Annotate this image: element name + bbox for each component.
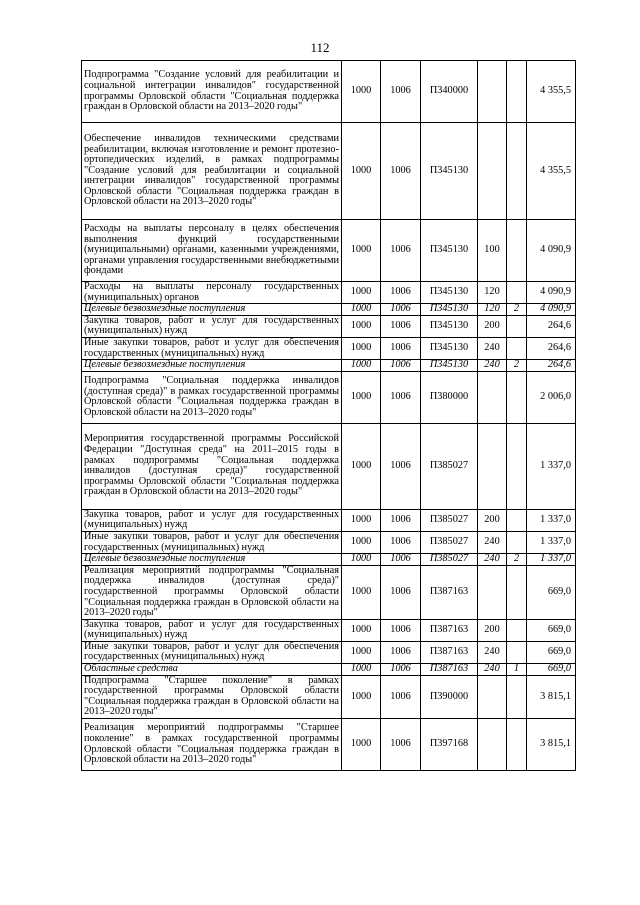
row-amount: 669,0 (527, 664, 576, 676)
table-row (82, 554, 576, 566)
table-row (82, 423, 576, 509)
row-description: Областные средства (82, 664, 342, 676)
row-amount: 4 090,9 (527, 282, 576, 304)
table-row (82, 360, 576, 372)
row-target-code: П345130 (421, 220, 478, 282)
row-target-code: П390000 (421, 675, 478, 718)
row-expense-type: 200 (478, 619, 507, 641)
row-target-code: П345130 (421, 123, 478, 220)
row-section-code: 1000 (342, 423, 381, 509)
table-row (82, 220, 576, 282)
row-funding-source: 1 (507, 664, 527, 676)
table-row (82, 315, 576, 337)
row-funding-source (507, 619, 527, 641)
row-funding-source: 2 (507, 360, 527, 372)
table-row (82, 61, 576, 123)
row-description: Целевые безвозмездные поступления (82, 554, 342, 566)
row-target-code: П397168 (421, 719, 478, 771)
row-subsection-code: 1006 (381, 61, 421, 123)
row-expense-type: 240 (478, 664, 507, 676)
row-amount: 4 355,5 (527, 61, 576, 123)
row-funding-source (507, 675, 527, 718)
row-amount: 4 090,9 (527, 220, 576, 282)
row-subsection-code: 1006 (381, 123, 421, 220)
row-subsection-code: 1006 (381, 509, 421, 531)
row-description: Закупка товаров, работ и услуг для государственных (муниципальных) нужд (82, 509, 342, 531)
row-funding-source: 2 (507, 304, 527, 316)
row-target-code: П385027 (421, 531, 478, 553)
row-amount: 3 815,1 (527, 675, 576, 718)
row-funding-source (507, 565, 527, 619)
row-section-code: 1000 (342, 282, 381, 304)
table-row (82, 565, 576, 619)
row-section-code: 1000 (342, 371, 381, 423)
row-amount: 264,6 (527, 337, 576, 359)
table-row (82, 509, 576, 531)
row-funding-source (507, 719, 527, 771)
row-section-code: 1000 (342, 675, 381, 718)
row-section-code: 1000 (342, 619, 381, 641)
row-amount: 1 337,0 (527, 509, 576, 531)
row-amount: 1 337,0 (527, 554, 576, 566)
row-expense-type: 100 (478, 220, 507, 282)
row-expense-type: 240 (478, 554, 507, 566)
row-subsection-code: 1006 (381, 220, 421, 282)
row-target-code: П385027 (421, 423, 478, 509)
row-subsection-code: 1006 (381, 423, 421, 509)
row-expense-type: 240 (478, 641, 507, 663)
row-amount: 1 337,0 (527, 531, 576, 553)
row-subsection-code: 1006 (381, 719, 421, 771)
row-expense-type: 200 (478, 315, 507, 337)
row-description: Подпрограмма "Социальная поддержка инвалидов (доступная среда)" в рамках государственной программы Орловской области "Социальная поддержка граждан в Орловской области на 2013–2020 годы" (82, 371, 342, 423)
row-target-code: П345130 (421, 315, 478, 337)
row-section-code: 1000 (342, 123, 381, 220)
row-description: Подпрограмма "Старшее поколение" в рамках государственной программы Орловской области "Социальная поддержка граждан в Орловской области на 2013–2020 годы" (82, 675, 342, 718)
row-amount: 4 355,5 (527, 123, 576, 220)
row-section-code: 1000 (342, 304, 381, 316)
row-expense-type (478, 371, 507, 423)
page-number: 112 (310, 40, 330, 55)
row-section-code: 1000 (342, 531, 381, 553)
row-subsection-code: 1006 (381, 531, 421, 553)
row-description: Мероприятия государственной программы Российской Федерации "Доступная среда" на 2011–2015 годы в рамках подпрограммы "Социальная поддержка инвалидов (доступная среда)" государственной программы Орловской области "Социальная поддержка граждан в Орловской области на 2013–2020 годы" (82, 423, 342, 509)
row-target-code: П345130 (421, 282, 478, 304)
table-row (82, 641, 576, 663)
row-subsection-code: 1006 (381, 565, 421, 619)
row-amount: 2 006,0 (527, 371, 576, 423)
row-section-code: 1000 (342, 719, 381, 771)
row-description: Подпрограмма "Создание условий для реабилитации и социальной интеграции инвалидов" государственной программы Орловской области "Социальная поддержка граждан в Орловской области на 2013–2020 годы" (82, 61, 342, 123)
row-expense-type: 120 (478, 282, 507, 304)
row-section-code: 1000 (342, 641, 381, 663)
row-amount: 3 815,1 (527, 719, 576, 771)
row-target-code: П345130 (421, 304, 478, 316)
row-description: Расходы на выплаты персоналу государственных (муниципальных) органов (82, 282, 342, 304)
row-expense-type: 240 (478, 531, 507, 553)
row-expense-type (478, 719, 507, 771)
row-section-code: 1000 (342, 220, 381, 282)
table-body (82, 61, 576, 771)
row-expense-type: 200 (478, 509, 507, 531)
row-target-code: П385027 (421, 554, 478, 566)
row-funding-source (507, 531, 527, 553)
row-subsection-code: 1006 (381, 282, 421, 304)
row-subsection-code: 1006 (381, 337, 421, 359)
row-amount: 1 337,0 (527, 423, 576, 509)
row-expense-type: 240 (478, 360, 507, 372)
row-description: Иные закупки товаров, работ и услуг для обеспечения государственных (муниципальных) нужд (82, 531, 342, 553)
row-description: Иные закупки товаров, работ и услуг для обеспечения государственных (муниципальных) нужд (82, 337, 342, 359)
row-funding-source (507, 315, 527, 337)
row-target-code: П380000 (421, 371, 478, 423)
row-section-code: 1000 (342, 61, 381, 123)
row-target-code: П387163 (421, 664, 478, 676)
row-target-code: П385027 (421, 509, 478, 531)
row-target-code: П387163 (421, 565, 478, 619)
table-row (82, 337, 576, 359)
row-section-code: 1000 (342, 509, 381, 531)
row-expense-type (478, 423, 507, 509)
row-expense-type (478, 675, 507, 718)
row-description: Целевые безвозмездные поступления (82, 360, 342, 372)
row-section-code: 1000 (342, 360, 381, 372)
row-subsection-code: 1006 (381, 641, 421, 663)
row-expense-type (478, 565, 507, 619)
row-amount: 264,6 (527, 360, 576, 372)
row-target-code: П387163 (421, 619, 478, 641)
row-section-code: 1000 (342, 565, 381, 619)
row-funding-source (507, 220, 527, 282)
row-amount: 264,6 (527, 315, 576, 337)
table-row (82, 675, 576, 718)
row-funding-source (507, 371, 527, 423)
row-target-code: П345130 (421, 337, 478, 359)
row-subsection-code: 1006 (381, 664, 421, 676)
row-subsection-code: 1006 (381, 304, 421, 316)
row-amount: 669,0 (527, 619, 576, 641)
table-row (82, 123, 576, 220)
row-description: Закупка товаров, работ и услуг для государственных (муниципальных) нужд (82, 619, 342, 641)
table-row (82, 304, 576, 316)
row-target-code: П387163 (421, 641, 478, 663)
row-funding-source (507, 61, 527, 123)
row-funding-source (507, 123, 527, 220)
row-description: Реализация мероприятий подпрограммы "Социальная поддержка инвалидов (доступная среда)" государственной программы Орловской области "Социальная поддержка граждан в Орловской области на 2013–2020 годы" (82, 565, 342, 619)
row-expense-type (478, 123, 507, 220)
budget-table (81, 60, 576, 771)
row-subsection-code: 1006 (381, 371, 421, 423)
row-subsection-code: 1006 (381, 315, 421, 337)
row-funding-source (507, 282, 527, 304)
row-expense-type (478, 61, 507, 123)
row-funding-source (507, 641, 527, 663)
row-subsection-code: 1006 (381, 360, 421, 372)
row-section-code: 1000 (342, 554, 381, 566)
table-row (82, 531, 576, 553)
table-row (82, 719, 576, 771)
row-description: Закупка товаров, работ и услуг для государственных (муниципальных) нужд (82, 315, 342, 337)
row-target-code: П345130 (421, 360, 478, 372)
row-funding-source (507, 423, 527, 509)
row-expense-type: 120 (478, 304, 507, 316)
table-row (82, 619, 576, 641)
row-description: Обеспечение инвалидов техническими средствами реабилитации, включая изготовление и ремонт протезно-ортопедических изделий, в рамках подпрограммы "Создание условий для реабилитации и социальной интеграции инвалидов" государственной программы Орловской области "Социальная поддержка граждан в Орловской области на 2013–2020 годы" (82, 123, 342, 220)
row-amount: 669,0 (527, 641, 576, 663)
table-row (82, 664, 576, 676)
row-section-code: 1000 (342, 664, 381, 676)
row-funding-source (507, 509, 527, 531)
row-subsection-code: 1006 (381, 675, 421, 718)
table-row (82, 282, 576, 304)
row-section-code: 1000 (342, 315, 381, 337)
row-section-code: 1000 (342, 337, 381, 359)
row-funding-source (507, 337, 527, 359)
row-description: Целевые безвозмездные поступления (82, 304, 342, 316)
row-subsection-code: 1006 (381, 619, 421, 641)
row-expense-type: 240 (478, 337, 507, 359)
row-funding-source: 2 (507, 554, 527, 566)
table-row (82, 371, 576, 423)
row-target-code: П340000 (421, 61, 478, 123)
row-description: Расходы на выплаты персоналу в целях обеспечения выполнения функций государственными (муниципальными) органами, казенными учреждениями, органами управления государственными внебюджетными фондами (82, 220, 342, 282)
row-amount: 4 090,9 (527, 304, 576, 316)
row-description: Иные закупки товаров, работ и услуг для обеспечения государственных (муниципальных) нужд (82, 641, 342, 663)
row-subsection-code: 1006 (381, 554, 421, 566)
row-description: Реализация мероприятий подпрограммы "Старшее поколение" в рамках государственной программы Орловской области "Социальная поддержка граждан в Орловской области на 2013–2020 годы" (82, 719, 342, 771)
row-amount: 669,0 (527, 565, 576, 619)
